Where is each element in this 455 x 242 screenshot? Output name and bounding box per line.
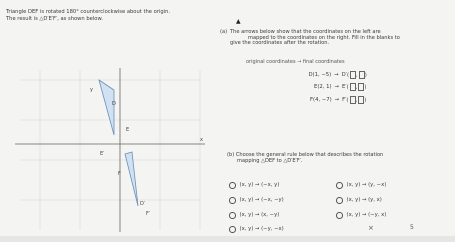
intro-line-1: Triangle DEF is rotated 180° counterclockwise about the origin.: [6, 9, 171, 15]
rule-option-label: (x, y) → (y, −x): [346, 182, 387, 189]
arrow-icon: →: [334, 96, 340, 103]
rule-option-label: (x, y) → (−x, −y): [239, 197, 284, 204]
radio-button[interactable]: [229, 212, 236, 219]
radio-button[interactable]: [336, 182, 343, 189]
rule-option-label: (x, y) → (x, −y): [239, 212, 280, 219]
coordinate-row-f: [220, 94, 450, 107]
answer-blank-f-x[interactable]: [350, 96, 356, 104]
final-coordinate-label-f: F′: [342, 96, 347, 103]
coordinate-row-e: [220, 81, 450, 94]
answer-blank-f[interactable]: ( , ): [346, 97, 367, 104]
part-a-text-line-1: The arrows below show that the coordinates on the left are: [230, 29, 381, 35]
original-coordinate-e: E(2, 1): [313, 84, 332, 91]
rule-option-1[interactable]: [229, 182, 279, 189]
answer-blank-e-y[interactable]: [358, 83, 364, 91]
original-coordinate-d: D(1, −5): [308, 71, 332, 78]
footer-bar: [0, 236, 455, 242]
radio-button[interactable]: [336, 212, 343, 219]
rule-option-6[interactable]: [336, 212, 386, 219]
triangle-def: [99, 80, 114, 135]
rule-option-label: (x, y) → (−y, −x): [239, 226, 284, 233]
part-b-instructions: [227, 152, 383, 164]
radio-button[interactable]: [229, 197, 236, 204]
x-axis-label: x: [200, 137, 203, 143]
coordinate-row-d: [220, 69, 450, 82]
rule-option-label: (x, y) → (y, x): [346, 197, 382, 204]
part-b-text-line-2: mapping △DEF to △D′E′F′.: [237, 158, 303, 164]
point-e-prime-label: E′: [100, 151, 105, 157]
part-b-label: (b): [227, 152, 235, 158]
part-a-label: (a): [220, 29, 228, 35]
rule-option-7[interactable]: [229, 226, 284, 233]
final-coordinate-label-d: D′: [341, 71, 347, 78]
answer-blank-e[interactable]: ( , ): [346, 84, 367, 91]
rule-option-2[interactable]: [336, 182, 386, 189]
answer-blank-d-x[interactable]: [350, 71, 356, 79]
part-a-instructions: [220, 30, 450, 47]
coordinate-plane: [0, 60, 210, 235]
radio-button[interactable]: [229, 182, 236, 189]
point-f-prime-label: F′: [146, 211, 151, 217]
coordinates-subheading: original coordinates → final coordinates: [246, 58, 345, 65]
part-a-text-line-2: mapped to the coordinates on the right. Fill in the blanks to: [248, 34, 400, 41]
y-axis-label: y: [90, 87, 93, 93]
answer-blank-f-y[interactable]: [358, 96, 364, 104]
answer-blank-d-y[interactable]: [359, 71, 365, 79]
answer-blank-d[interactable]: ( , ): [346, 72, 367, 79]
cursor-icon: ▲: [236, 18, 241, 25]
point-f-label: F: [118, 171, 121, 177]
rule-option-5[interactable]: [229, 212, 279, 219]
intro-line-2: The result is △D′E′F′, as shown below.: [6, 16, 103, 22]
point-e-label: E: [126, 127, 130, 133]
footer-text: 5: [410, 224, 414, 231]
original-coordinate-f: F(4, −7): [309, 96, 332, 103]
rule-option-label: (x, y) → (−y, x): [346, 212, 387, 219]
rule-option-label: (x, y) → (−x, y): [239, 182, 280, 189]
close-icon[interactable]: ×: [368, 224, 374, 232]
radio-button[interactable]: [229, 226, 236, 233]
point-d-prime-label: D′: [140, 201, 145, 207]
rule-option-4[interactable]: [336, 197, 382, 204]
arrow-icon: →: [334, 71, 339, 78]
rule-option-3[interactable]: [229, 197, 284, 204]
coordinate-rows: [220, 69, 450, 107]
radio-button[interactable]: [336, 197, 343, 204]
part-b-text-line-1: Choose the general rule below that describes the rotation: [235, 152, 384, 158]
arrow-icon: →: [334, 84, 340, 91]
problem-intro: [6, 9, 170, 23]
answer-blank-e-x[interactable]: [350, 83, 356, 91]
point-d-label: D: [112, 101, 116, 107]
part-a-text-line-3: give the coordinates after the rotation.: [230, 40, 330, 46]
part-a: [220, 30, 450, 106]
final-coordinate-label-e: E′: [342, 84, 347, 91]
